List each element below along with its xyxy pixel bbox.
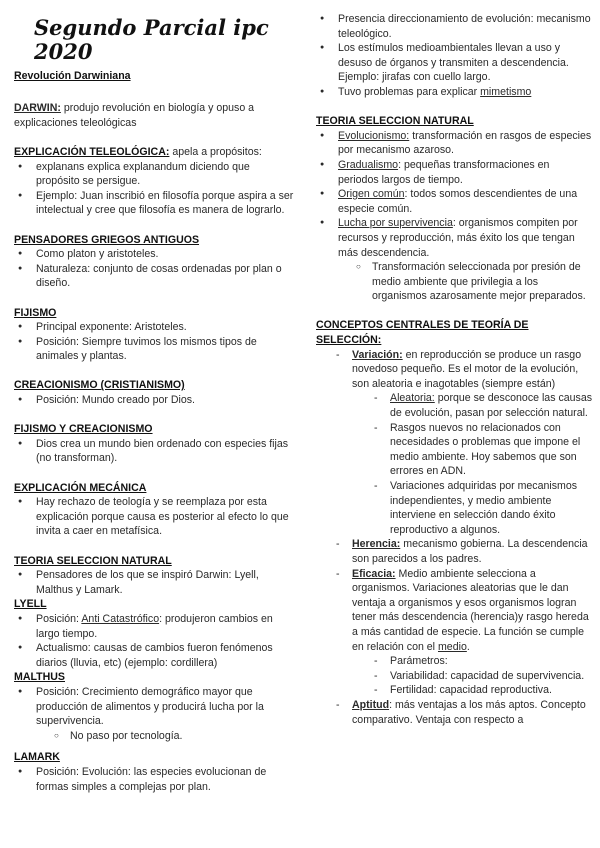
list-item: ● Evolucionismo: transformación en rasgos de especies por mecanismo azaroso. — [316, 129, 592, 158]
list-item: - Aptitud: más ventajas a los más aptos. Concepto comparativo. Ventaja con respecto a — [316, 698, 592, 727]
lamark-heading: LAMARK — [14, 751, 60, 764]
list-item: ● Actualismo: causas de cambios fueron fenómenos diarios (lluvia, etc) (ejemplo: cordillera) — [14, 641, 296, 670]
list-item: ● Posición: Evolución: las especies evolucionan de formas simples a complejas por plan. — [14, 765, 296, 794]
list-item: ● Posición: Anti Catastrófico: produjeron cambios en largo tiempo. — [14, 612, 296, 641]
list-item: - Herencia: mecanismo gobierna. La descendencia son parecidos a los padres. — [316, 537, 592, 566]
malthus-heading: MALTHUS — [14, 671, 65, 684]
griegos-list — [14, 247, 296, 291]
creacionismo-heading: CREACIONISMO (CRISTIANISMO) — [14, 379, 185, 392]
conceptos-list — [316, 348, 592, 727]
fijismo-heading: FIJISMO — [14, 306, 57, 319]
left-column — [14, 0, 296, 794]
teoria-left-heading: TEORIA SELECCION NATURAL — [14, 554, 172, 567]
list-item: ● Tuvo problemas para explicar mimetismo — [316, 85, 592, 100]
teleologica-list — [14, 160, 296, 218]
sub-list-item: - Parámetros: — [316, 654, 592, 669]
malthus-list — [14, 685, 296, 743]
right-column — [316, 0, 592, 727]
mecanica-list — [14, 495, 296, 539]
list-item: ● Posición: Crecimiento demográfico mayor que producción de alimentos y producirá lucha por la supervivencia. — [14, 685, 296, 729]
fijismo-creacionismo-list — [14, 437, 296, 466]
list-item: ● Dios crea un mundo bien ordenado con especies fijas (no transforman). — [14, 437, 296, 466]
lamark-continued-list — [316, 12, 592, 100]
teoria-right-heading: TEORIA SELECCION NATURAL — [316, 115, 474, 128]
lamark-list — [14, 765, 296, 794]
sub-list-item: - Fertilidad: capacidad reproductiva. — [316, 683, 592, 698]
teleologica-heading: EXPLICACIÓN TELEOLÓGICA: apela a propósitos: — [14, 145, 262, 158]
sub-list-item: - Variaciones adquiridas por mecanismos independientes, y medio ambiente interviene en selección dando éxito reproductivo a algunos. — [316, 479, 592, 537]
sub-list-item: - Aleatoria: porque se desconoce las causas de evolución, pasan por selección natural. — [316, 391, 592, 420]
list-item: ● Posición: Mundo creado por Dios. — [14, 393, 296, 408]
list-item: ● Principal exponente: Aristoteles. — [14, 320, 296, 335]
list-item: - Eficacia: Medio ambiente selecciona a organismos. Variaciones aleatorias que le dan ventaja a organismos y esos organismos logran tener más descendencia (herencia)y rasgo hereda a más cantidad de especie. La función se cumple en relación con el medio. — [316, 567, 592, 655]
creacionismo-list — [14, 393, 296, 408]
list-item: ● Hay rechazo de teología y se reemplaza por esta explicación porque causa es posterior al efecto lo que invita a caer en metafísica. — [14, 495, 296, 539]
lyell-heading: LYELL — [14, 598, 47, 611]
teoria-left-list — [14, 568, 296, 597]
fijismo-creacionismo-heading: FIJISMO Y CREACIONISMO — [14, 423, 153, 436]
list-item: ● Gradualismo: pequeñas transformaciones en periodos largos de tiempo. — [316, 158, 592, 187]
sub-list-item: ○ No paso por tecnología. — [14, 729, 296, 744]
fijismo-list — [14, 320, 296, 364]
mecanica-heading: EXPLICACIÓN MECÁNICA — [14, 481, 147, 494]
page-title: Segundo Parcial ipc 2020 — [34, 15, 269, 64]
list-item: ● Posición: Siempre tuvimos los mismos tipos de animales y plantas. — [14, 335, 296, 364]
sub-list-item: - Variabilidad: capacidad de supervivencia. — [316, 669, 592, 684]
list-item: ● Como platon y aristoteles. — [14, 247, 296, 262]
list-item: ● Lucha por supervivencia: organismos compiten por recursos y reproducción, más éxito los que tengan más descendencia. — [316, 216, 592, 260]
sub-list-item: ○ Transformación seleccionada por presión de medio ambiente que privilegia a los organismos azarosamente mejor preparados. — [316, 260, 592, 304]
list-item: - Variación: en reproducción se produce un rasgo novedoso pequeño. Es el motor de la evolución, son aleatoria e inagotables (siempre están) — [316, 348, 592, 392]
subtitle: Revolución Darwiniana — [14, 70, 131, 82]
list-item: ● Los estímulos medioambientales llevan a uso y desuso de órganos y transmiten a descendencia. Ejemplo: jirafas con cuello largo. — [316, 41, 592, 85]
list-item: ● Naturaleza: conjunto de cosas ordenadas por plan o diseño. — [14, 262, 296, 291]
griegos-heading: PENSADORES GRIEGOS ANTIGUOS — [14, 233, 200, 246]
lyell-list — [14, 612, 296, 670]
list-item: ● Ejemplo: Juan inscribió en filosofía porque aspira a ser intelectual y cree que filosofía es manera de lograrlo. — [14, 189, 296, 218]
teoria-right-list — [316, 129, 592, 304]
sub-list-item: - Rasgos nuevos no relacionados con necesidades o problemas que impone el medio ambiente. Hoy sabemos que son errores en ADN. — [316, 421, 592, 479]
list-item: ● Pensadores de los que se inspiró Darwin: Lyell, Malthus y Lamark. — [14, 568, 296, 597]
list-item: ● explanans explica explanandum diciendo que propósito se persigue. — [14, 160, 296, 189]
darwin-paragraph: DARWIN: produjo revolución en biología y opuso a explicaciones teleológicas — [14, 102, 255, 129]
list-item: ● Origen común: todos somos descendientes de una especie común. — [316, 187, 592, 216]
list-item: ● Presencia direccionamiento de evolución: mecanismo teleológico. — [316, 12, 592, 41]
conceptos-heading: CONCEPTOS CENTRALES DE TEORÍA DE SELECCIÓN: — [316, 319, 529, 347]
